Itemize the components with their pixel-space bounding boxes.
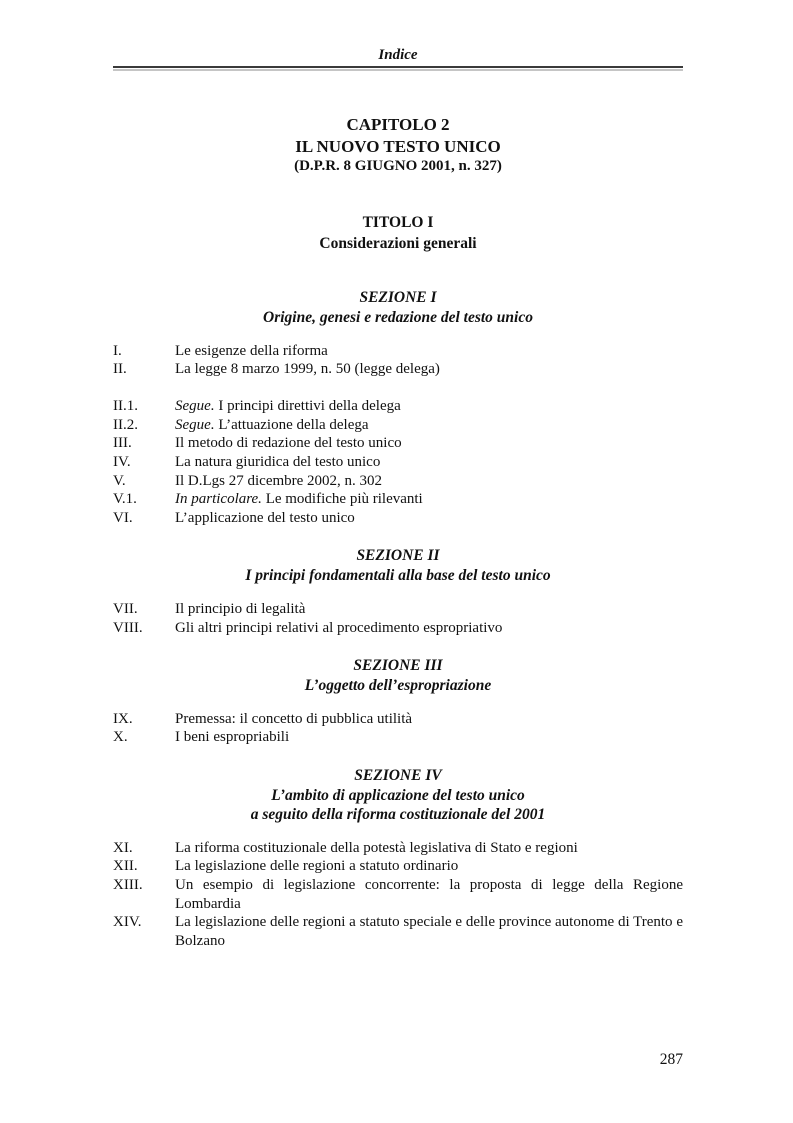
section-subtitle: I principi fondamentali alla base del testo unico — [245, 567, 551, 585]
item-number: V.1. — [113, 491, 137, 508]
text-segment: L’applicazione del testo unico — [175, 509, 355, 526]
header-title: Indice — [378, 47, 418, 63]
section-subtitle: a seguito della riforma costituzionale del 2001 — [250, 806, 546, 824]
section-subtitle: L’ambito di applicazione del testo unico — [271, 786, 525, 804]
text-segment: Gli altri principi relativi al procedimento espropriativo — [175, 619, 503, 636]
item-text — [175, 710, 683, 729]
section-subtitle: L’oggetto dell’espropriazione — [304, 677, 492, 695]
item-text — [175, 913, 683, 950]
text-segment: Il metodo di redazione del testo unico — [175, 435, 402, 452]
toc-item — [113, 453, 683, 472]
item-text — [175, 453, 683, 472]
chapter-heading — [113, 114, 683, 176]
toc-item — [113, 416, 683, 435]
item-text — [175, 397, 683, 416]
toc-item — [113, 509, 683, 528]
item-text — [175, 509, 683, 528]
italic-lead: Segue. — [175, 416, 215, 433]
section-heading: SEZIONE I — [359, 289, 437, 306]
sections — [113, 287, 683, 950]
item-number: VIII. — [113, 619, 143, 636]
item-text — [175, 490, 683, 509]
item-number: VI. — [113, 509, 133, 526]
toc-section — [113, 655, 683, 747]
item-text — [175, 619, 683, 638]
item-number: VII. — [113, 600, 138, 617]
item-number: I. — [113, 342, 122, 359]
section-item-list — [113, 600, 683, 637]
item-text — [175, 472, 683, 491]
item-number: XIII. — [113, 877, 143, 893]
text-segment: Il D.Lgs 27 dicembre 2002, n. 302 — [175, 472, 383, 489]
section-heading: SEZIONE IV — [354, 766, 442, 784]
item-text — [175, 728, 683, 747]
section-subtitle: Origine, genesi e redazione del testo unico — [263, 309, 533, 326]
text-segment: I beni espropriabili — [175, 729, 290, 746]
item-number: XI. — [113, 839, 133, 856]
section-heading: SEZIONE II — [356, 547, 440, 565]
italic-lead: In particolare. — [175, 491, 262, 508]
item-number: XIV. — [113, 914, 142, 931]
item-text — [175, 416, 683, 435]
item-number: XII. — [113, 858, 138, 875]
text-segment: Le esigenze della riforma — [175, 342, 328, 359]
toc-section — [113, 765, 683, 951]
text-segment: Il principio di legalità — [175, 600, 306, 617]
item-number: III. — [113, 435, 132, 452]
toc-item — [113, 434, 683, 453]
text-segment: Premessa: il concetto di pubblica utilità — [175, 710, 413, 727]
chapter-number: CAPITOLO 2 — [346, 115, 450, 134]
item-text — [175, 839, 683, 858]
text-segment: La legislazione delle regioni a statuto ordinario — [175, 858, 459, 875]
section-heading: SEZIONE III — [353, 657, 443, 675]
toc-item — [113, 472, 683, 491]
header-rule — [113, 66, 683, 68]
item-number: II.2. — [113, 416, 138, 433]
toc-item — [113, 600, 683, 619]
toc-item — [113, 490, 683, 509]
text-segment: I principi direttivi della delega — [214, 398, 401, 415]
item-text — [175, 600, 683, 619]
section-item-list — [113, 710, 683, 747]
text-segment: La legislazione delle regioni a statuto speciale e delle province autonome di Trento e Bolzano — [175, 914, 683, 949]
section-item-list — [113, 839, 683, 951]
toc-item — [113, 728, 683, 747]
item-text — [175, 876, 683, 913]
text-segment: La natura giuridica del testo unico — [175, 454, 381, 471]
item-text — [175, 857, 683, 876]
item-number: IV. — [113, 454, 131, 471]
text-segment: La riforma costituzionale della potestà legislativa di Stato e regioni — [175, 839, 578, 856]
page-header — [113, 46, 683, 68]
item-number: IX. — [113, 710, 133, 727]
toc-section — [113, 287, 683, 527]
toc-item — [113, 839, 683, 858]
titolo-subtitle: Considerazioni generali — [319, 235, 477, 252]
text-segment: Un esempio di legislazione concorrente: la proposta di legge della Regione Lombardia — [175, 877, 683, 912]
section-item-list — [113, 342, 683, 528]
item-number: V. — [113, 472, 126, 489]
toc-item — [113, 619, 683, 638]
italic-lead: Segue. — [175, 398, 215, 415]
toc-item — [113, 360, 683, 379]
item-text — [175, 434, 683, 453]
item-number: II. — [113, 361, 127, 378]
text-segment: Le modifiche più rilevanti — [261, 491, 423, 508]
titolo-heading — [113, 212, 683, 254]
chapter-reference: (D.P.R. 8 GIUGNO 2001, n. 327) — [294, 158, 502, 174]
item-text — [175, 342, 683, 361]
toc-item — [113, 397, 683, 416]
toc-item — [113, 913, 683, 950]
toc-item — [113, 857, 683, 876]
toc-item — [113, 710, 683, 729]
chapter-title: IL NUOVO TESTO UNICO — [295, 136, 501, 156]
toc-section — [113, 545, 683, 637]
text-segment: La legge 8 marzo 1999, n. 50 (legge delega) — [175, 361, 440, 378]
page-number: 287 — [659, 1051, 683, 1068]
toc-item — [113, 876, 683, 913]
toc-item — [113, 342, 683, 361]
item-number: X. — [113, 729, 128, 746]
item-number: II.1. — [113, 398, 138, 415]
titolo-number: TITOLO I — [362, 214, 434, 231]
text-segment: L’attuazione della delega — [214, 416, 369, 433]
item-text — [175, 360, 683, 379]
